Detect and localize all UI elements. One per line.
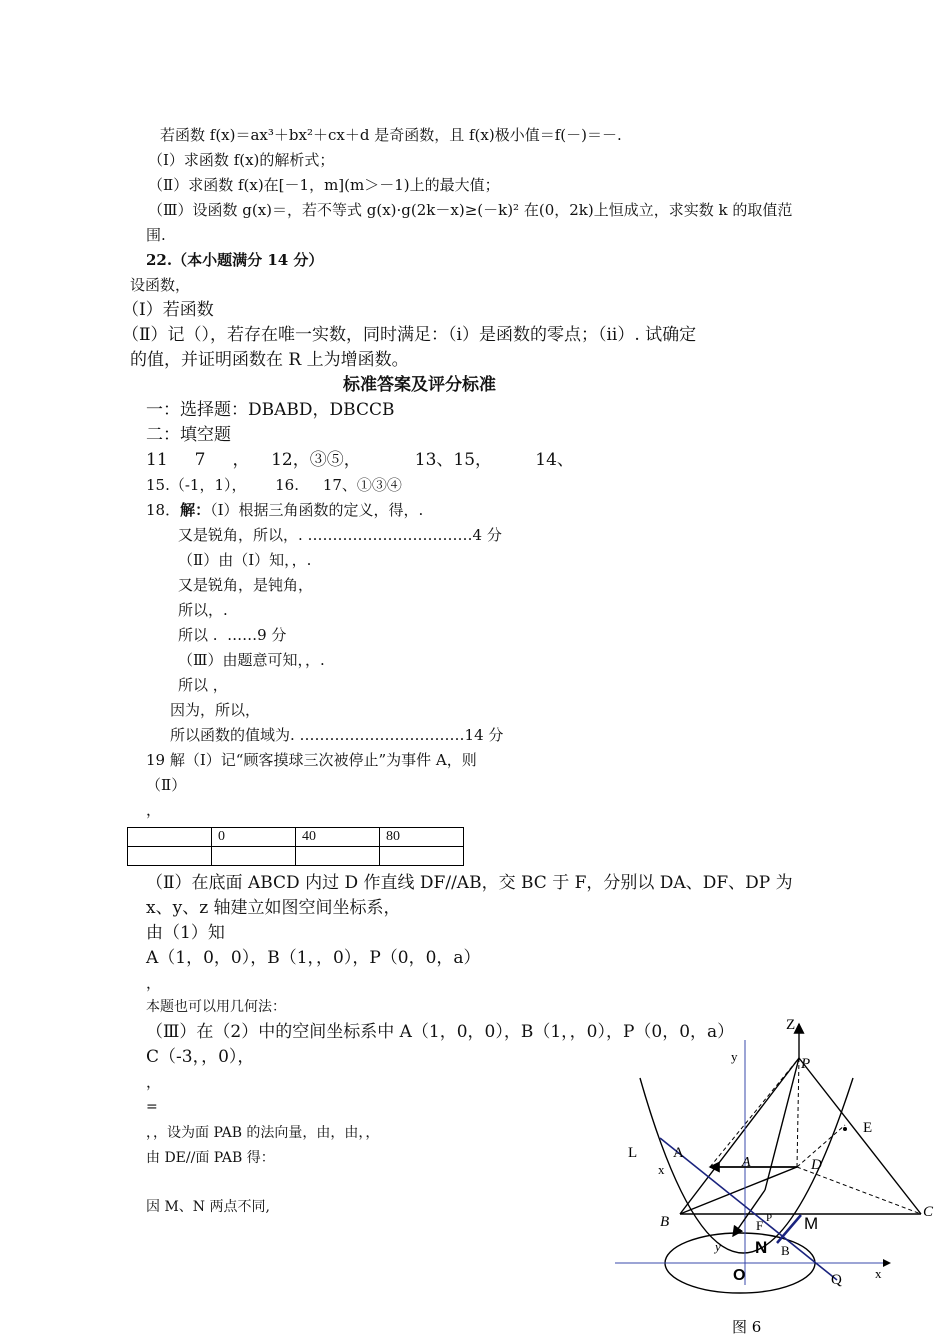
answers-title: 标准答案及评分标准 [343,375,496,395]
solution18-line5: 所以 . ……9 分 [178,626,287,644]
solution18-line2: （Ⅱ）由（Ⅰ）知，，. [178,551,312,569]
answers-fill-line1: 11 7 ， 12，③⑤， 13、15， 14、 [146,450,574,470]
figure-6 [605,1010,940,1344]
label-a: A [673,1145,684,1161]
problem22-line2: （Ⅰ）若函数 [122,300,214,320]
solution18-line4: 所以，. [178,601,228,619]
figure-caption: 图 6 [732,1318,762,1336]
label-y-top: y [731,1049,738,1064]
label-b-small: B [781,1243,790,1258]
answers-choice: 一：选择题：DBABD，DBCCB [146,400,395,420]
label-c: C [923,1204,934,1220]
label-x-small: x [658,1162,665,1177]
label-x-axis: x [875,1266,882,1281]
solution19-line3: ， [146,801,162,819]
solution18-line9: 所以函数的值域为. ……………………………14 分 [170,726,504,744]
solution20-line7: （Ⅲ）在（2）中的空间坐标系中 A（1，0，0），B（1，，0），P（0，0，a） [146,1022,735,1042]
solution20-line13: 因 M、N 两点不同, [146,1199,270,1215]
solution20-line2: x、y、z 轴建立如图空间坐标系， [146,898,401,918]
solution20-line1: （Ⅱ）在底面 ABCD 内过 D 作直线 DF//AB，交 BC 于 F，分别以 DA、DF、DP 为 [146,873,793,893]
edge-pc [799,1058,921,1214]
edge-pf [765,1058,799,1190]
table-cell [380,847,464,866]
problem21-intro: 若函数 f(x)＝ax³＋bx²＋cx＋d 是奇函数，且 f(x)极小值＝f(－)＝－. [160,126,622,144]
table-cell [128,847,212,866]
problem22-line4: 的值，并证明函数在 R 上为增函数。 [130,350,409,370]
table-cell: 40 [296,828,380,847]
solution18-line1: 又是锐角，所以，. ……………………………4 分 [178,526,502,544]
solution20-line9: ， [146,1073,162,1091]
point-e [843,1127,847,1131]
table-cell [296,847,380,866]
problem21-q3-cont: 围. [146,226,166,244]
table-row [128,847,464,866]
solution20-line5: ， [146,974,162,992]
solution18-head [146,503,423,518]
problem21-q3: （Ⅲ）设函数 g(x)＝，若不等式 g(x)·g(2k－x)≥(－k)² 在(0，2k)上恒成立，求实数 k 的取值范 [148,201,793,219]
edge-pd-dashed [797,1058,799,1167]
table-cell: 0 [212,828,296,847]
solution18-num: 18． [146,501,181,519]
label-n: N [755,1238,768,1257]
label-d: D [811,1157,822,1173]
table-cell [212,847,296,866]
solution18-line6: （Ⅲ）由题意可知，，. [178,651,325,669]
solution20-line12: 由 DE//面 PAB 得： [146,1150,275,1166]
solution20-line6: 本题也可以用几何法： [146,999,286,1015]
solution19-line2: （Ⅱ） [146,776,187,794]
label-p: P [801,1056,811,1072]
label-b: B [660,1214,670,1230]
label-e: E [863,1120,873,1136]
table-cell [128,828,212,847]
problem21-q1: （Ⅰ）求函数 f(x)的解析式； [148,151,335,169]
solution19-line1: 19 解（Ⅰ）记“顾客摸球三次被停止”为事件 A，则 [146,751,477,769]
label-p-small: P [766,1212,773,1224]
solution20-line4: A（1，0，0），B（1，，0），P（0，0，a） [146,948,481,968]
label-o: O [733,1267,746,1284]
table-cell: 80 [380,828,464,847]
label-z: Z [786,1017,796,1033]
solution20-line8: C（-3，，0）， [146,1047,255,1067]
mn-segment [777,1215,801,1243]
table-row [128,828,464,847]
solution18-line3: 又是锐角，是钝角， [178,576,314,594]
answers-fill-heading: 二：填空题 [146,425,231,445]
answers-fill-line2: 15.（-1，1）， 16. 17、①③④ [146,476,402,494]
label-q: Q [831,1272,842,1288]
solution18-line8: 因为，所以， [170,701,261,719]
problem22-line1: 设函数， [130,276,191,294]
problem22-heading: 22.（本小题满分 14 分） [146,251,324,269]
label-y-lower: y [715,1239,721,1254]
solution20-line3: 由（1）知 [146,923,225,943]
label-a-inner: A [742,1155,751,1170]
solution18-line7: 所以 ， [178,676,228,694]
distribution-table [127,827,464,866]
problem22-line3: （Ⅱ）记（），若存在唯一实数，同时满足：（i）是函数的零点；（ii）. 试确定 [122,325,697,345]
label-m: M [804,1214,819,1233]
solution20-line10: = [146,1099,158,1115]
solution18-part1: （Ⅰ）根据三角函数的定义，得，. [210,501,424,519]
label-l: L [628,1145,638,1161]
solution18-label: 解： [180,501,211,519]
label-f: F [756,1218,764,1233]
solution20-line11: ，，设为面 PAB 的法向量，由，由，， [146,1125,380,1141]
problem21-q2: （Ⅱ）求函数 f(x)在[－1，m](m＞－1)上的最大值； [148,176,500,194]
